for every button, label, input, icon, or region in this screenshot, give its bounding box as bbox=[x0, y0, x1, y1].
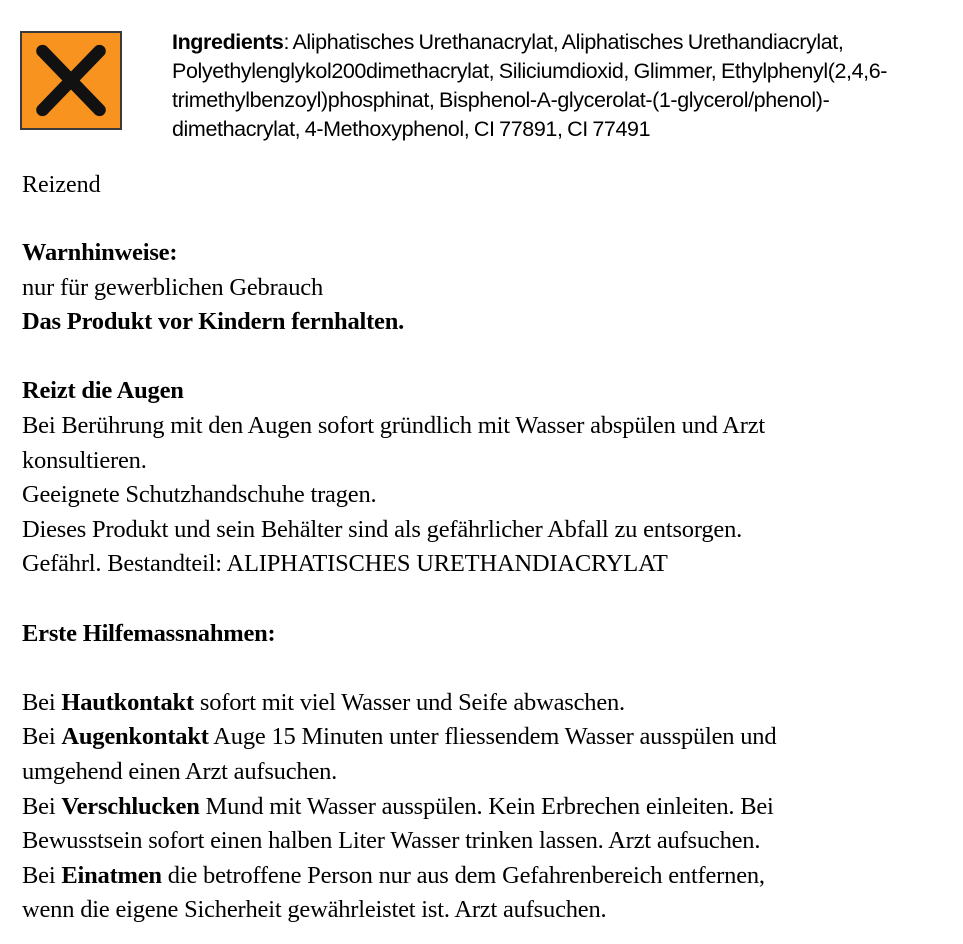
swallowing-text: Mund mit Wasser ausspülen. Kein Erbrechen einleiten. Bei bbox=[199, 792, 774, 820]
section-spacer bbox=[22, 582, 947, 617]
swallowing-prefix: Bei bbox=[22, 792, 62, 820]
hazardous-component: Gefährl. Bestandteil: ALIPHATISCHES URETHANDIACRYLAT bbox=[22, 550, 668, 578]
inhalation-instruction-continued: wenn die eigene Sicherheit gewährleistet ist. Arzt aufsuchen. bbox=[22, 896, 607, 924]
first-aid-heading: Erste Hilfemassnahmen: bbox=[22, 619, 276, 647]
commercial-use-note: nur für gewerblichen Gebrauch bbox=[22, 273, 323, 301]
eye-irritation-heading: Reizt die Augen bbox=[22, 377, 184, 405]
inhalation-instruction bbox=[22, 859, 947, 894]
inhalation-term: Einatmen bbox=[61, 861, 162, 889]
eye-contact-text: Auge 15 Minuten unter fliessendem Wasser ausspülen und bbox=[208, 723, 777, 751]
inhalation-prefix: Bei bbox=[22, 861, 62, 889]
skin-contact-term: Hautkontakt bbox=[61, 688, 194, 716]
warnings-heading: Warnhinweise: bbox=[22, 239, 178, 266]
harmful-irritant-x-icon bbox=[20, 31, 122, 130]
eye-contact-instruction-continued: konsultieren. bbox=[22, 446, 147, 474]
swallowing-instruction-continued: Bewusstsein sofort einen halben Liter Wasser trinken lassen. Arzt aufsuchen. bbox=[22, 827, 761, 855]
section-spacer bbox=[22, 340, 947, 375]
skin-prefix: Bei bbox=[22, 688, 62, 716]
disposal-instruction: Dieses Produkt und sein Behälter sind als gefährlicher Abfall zu entsorgen. bbox=[22, 515, 743, 543]
inhalation-text: die betroffene Person nur aus dem Gefahrenbereich entfernen, bbox=[161, 861, 765, 889]
eye-contact-first-aid-continued: umgehend einen Arzt aufsuchen. bbox=[22, 757, 338, 785]
keep-away-note: Das Produkt vor Kindern fernhalten. bbox=[22, 308, 405, 336]
eye-contact-term: Augenkontakt bbox=[61, 723, 209, 751]
ingredients-list: : Aliphatisches Urethanacrylat, Aliphatisches Urethandiacrylat, Polyethylenglykol200dimethacrylat, Siliciumdioxid, Glimmer, Ethylphenyl(2,4,6-trimethylbenzoyl)phosphinat, Bisphenol-A-glycerolat-(1-glycerol/phenol)-dimethacrylat, 4-Methoxyphenol, CI 77891, CI 77491 bbox=[172, 30, 888, 141]
eye-contact-instruction: Bei Berührung mit den Augen sofort gründlich mit Wasser abspülen und Arzt bbox=[22, 411, 766, 439]
section-spacer bbox=[22, 651, 947, 686]
skin-contact-text: sofort mit viel Wasser und Seife abwaschen. bbox=[193, 688, 625, 716]
hazard-caption: Reizend bbox=[22, 172, 101, 198]
eyes-prefix: Bei bbox=[22, 723, 62, 751]
ingredients-paragraph bbox=[172, 28, 947, 144]
ingredients-label: Ingredients bbox=[172, 30, 284, 54]
eye-contact-first-aid bbox=[22, 720, 947, 755]
swallowing-term: Verschlucken bbox=[61, 792, 200, 820]
gloves-instruction: Geeignete Schutzhandschuhe tragen. bbox=[22, 481, 377, 509]
safety-text bbox=[22, 236, 947, 928]
swallowing-instruction bbox=[22, 790, 947, 825]
skin-contact-instruction bbox=[22, 686, 947, 721]
x-cross-icon bbox=[22, 33, 120, 128]
